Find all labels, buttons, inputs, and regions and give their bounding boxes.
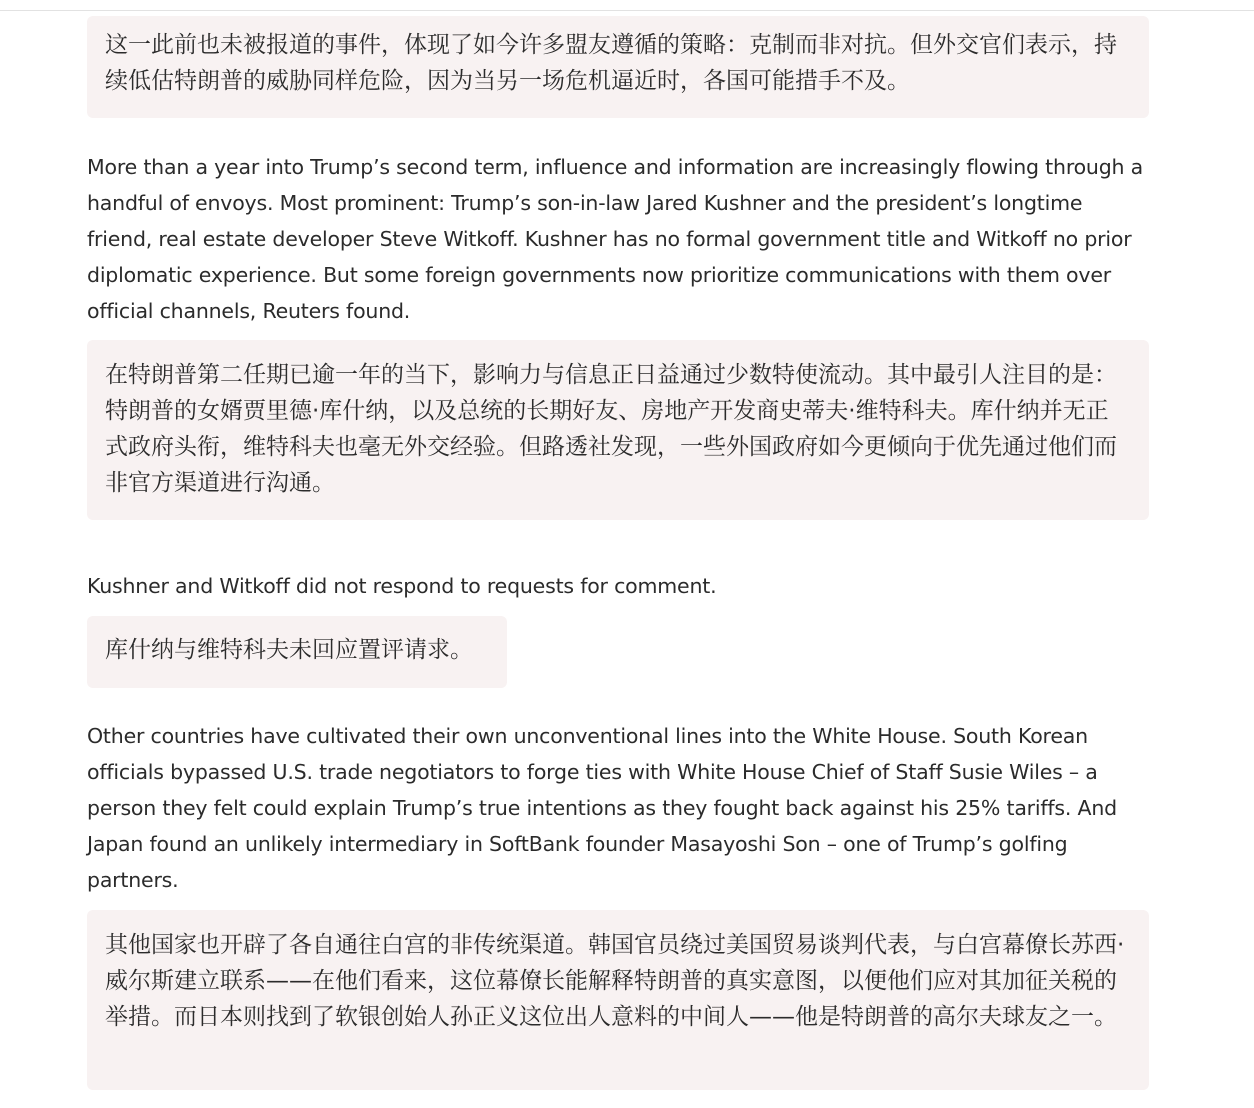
article-paragraph: Other countries have cultivated their own unconventional lines into the White House. South Korean officials bypassed U.S. trade negotiators to forge ties with White House Chief of Staff Susie Wiles – a person they felt could explain Trump’s true intentions as they fought back against his 25% tariffs. And Japan found an unlikely intermediary in SoftBank founder Masayoshi Son – one of Trump’s golfing partners.: [87, 724, 1117, 892]
top-divider: [0, 10, 1254, 11]
translation-block: 在特朗普第二任期已逾一年的当下，影响力与信息正日益通过少数特使流动。其中最引人注目的是：特朗普的女婿贾里德·库什纳，以及总统的长期好友、房地产开发商史蒂夫·维特科夫。库什纳并无正式政府头衔，维特科夫也毫无外交经验。但路透社发现，一些外国政府如今更倾向于优先通过他们而非官方渠道进行沟通。: [87, 340, 1149, 520]
article-paragraph: More than a year into Trump’s second term, influence and information are increasingly flowing through a handful of envoys. Most prominent: Trump’s son-in-law Jared Kushner and the president’s longtime friend, real estate developer Steve Witkoff. Kushner has no formal government title and Witkoff no prior diplomatic experience. But some foreign governments now prioritize communications with them over official channels, Reuters found.: [87, 155, 1144, 323]
article-paragraph: Kushner and Witkoff did not respond to requests for comment.: [87, 574, 717, 598]
translation-block: 库什纳与维特科夫未回应置评请求。: [87, 616, 507, 688]
translation-block: 这一此前也未被报道的事件，体现了如今许多盟友遵循的策略：克制而非对抗。但外交官们表示，持续低估特朗普的威胁同样危险，因为当另一场危机逼近时，各国可能措手不及。: [87, 16, 1149, 118]
translation-block: 其他国家也开辟了各自通往白宫的非传统渠道。韩国官员绕过美国贸易谈判代表，与白宫幕僚长苏西·威尔斯建立联系——在他们看来，这位幕僚长能解释特朗普的真实意图，以便他们应对其加征关税的举措。而日本则找到了软银创始人孙正义这位出人意料的中间人——他是特朗普的高尔夫球友之一。: [87, 910, 1149, 1090]
